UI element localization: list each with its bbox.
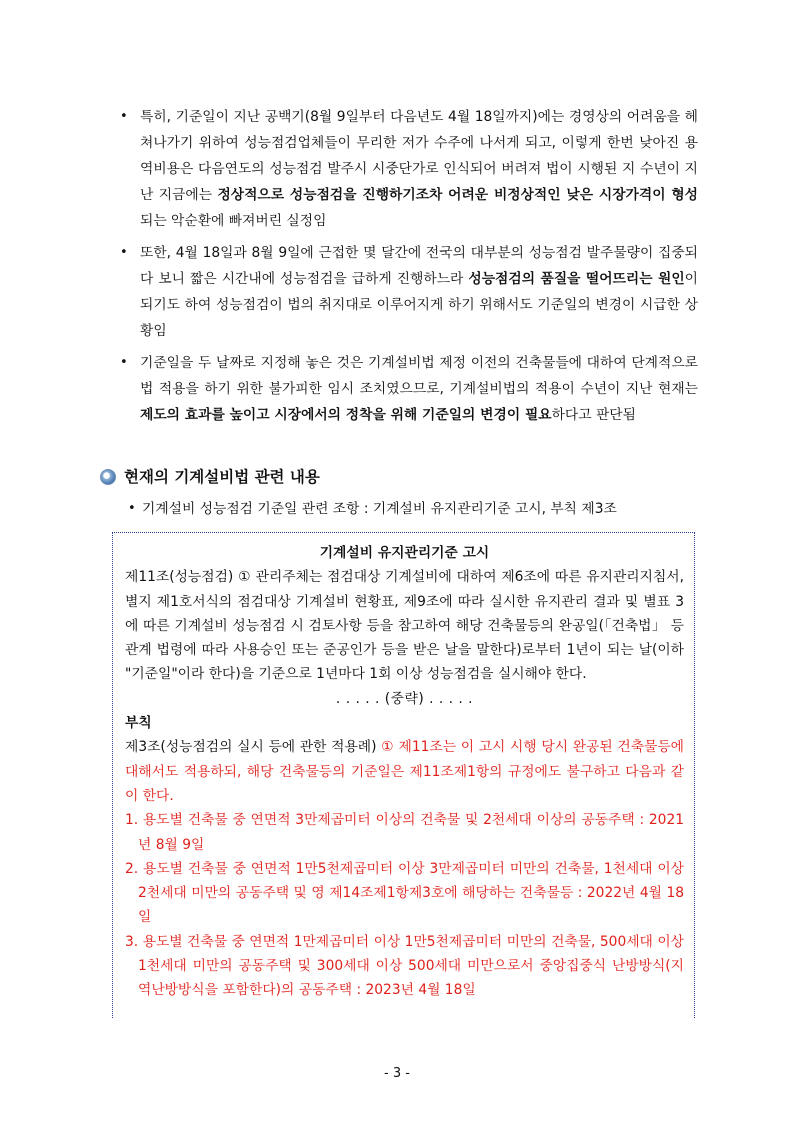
- bullet-text: 이 되기도 하여 성능점검이 법의 취지대로 이루어지게 하기 위해서도 기준일의 변경이 시급한 상황임: [140, 271, 698, 339]
- bullet-emphasis: 제도의 효과를 높이고 시장에서의 정착을 위해 기준일의 변경이 필요: [140, 407, 552, 423]
- bullet-text: 특히, 기준일이 지난 공백기(8월 9일부터 다음년도 4월 18일까지)에는 경영상의 어려움을 헤쳐나가기 위하여 성능점검업체들이 무리한 저가 수주에 나서게 되고, 이렇게 한번 낮아진 용역비용은 다음연도의 성능점검 발주시 시중단가로 인식되어 버려져 법이 시행된 지 수년이 지난 지금에는: [140, 109, 698, 203]
- bullet-text: 또한, 4월 18일과 8월 9일에 근접한 몇 달간에 전국의 대부분의 성능점검 발주물량이 집중되다 보니 짧은 시간내에 성능점검을 급하게 진행하느라: [140, 245, 698, 287]
- regulation-title: 기계설비 유지관리기준 고시: [319, 545, 490, 561]
- omitted-marker: . . . . . (중략) . . . . .: [335, 690, 474, 707]
- sub-bullet: • 기계설비 성능점검 기준일 관련 조항 : 기계설비 유지관리기준 고시, 부칙 제3조: [128, 496, 712, 522]
- appendix-title: 부칙: [125, 715, 152, 732]
- section-title: 현재의 기계설비법 관련 내용: [124, 468, 320, 486]
- criteria-item-1: 1. 용도별 건축물 중 연면적 3만제곱미터 이상의 건축물 및 2천세대 이상의 공동주택 : 2021년 8월 9일: [125, 812, 684, 853]
- bullet-item-3: [118, 350, 698, 428]
- bullet-text: 하다고 판단됨: [551, 407, 636, 423]
- bullet-item-2: [118, 240, 698, 344]
- article-3-highlight: ① 제11조는 이 고시 시행 당시 완공된 건축물등에 대해서도 적용하되, 해당 건축물등의 기준일은 제11조제1항의 규정에도 불구하고 다음과 같이 한다.: [125, 739, 685, 804]
- bullet-item-1: [118, 104, 698, 234]
- blue-orb-bullet-icon: [100, 469, 116, 485]
- criteria-item-3: 3. 용도별 건축물 중 연면적 1만제곱미터 이상 1만5천제곱미터 미만의 건축물, 500세대 이상 1천세대 미만의 공동주택 및 300세대 이상 500세대 미만으로서 중앙집중식 난방방식(지역난방방식을 포함한다)의 공동주택 : 2023년 4월 18일: [125, 933, 684, 999]
- regulation-box: [112, 532, 695, 1018]
- article-3-text: [125, 735, 684, 808]
- bullet-text: 되는 악순환에 빠져버린 실정임: [140, 213, 327, 229]
- section-heading: [100, 464, 700, 490]
- page-number: - 3 -: [384, 1066, 410, 1081]
- bullet-text: 기준일을 두 날짜로 지정해 놓은 것은 기계설비법 제정 이전의 건축물들에 대하여 단계적으로 법 적용을 하기 위한 불가피한 임시 조치였으므로, 기계설비법의 적용이 수년이 지난 현재는: [140, 355, 698, 397]
- bullet-emphasis: 정상적으로 성능점검을 진행하기조차 어려운 비정상적인 낮은 시장가격이 형성: [217, 187, 698, 203]
- article-11-text: 제11조(성능점검) ① 관리주체는 점검대상 기계설비에 대하여 제6조에 따른 유지관리지침서, 별지 제1호서식의 점검대상 기계설비 현황표, 제9조에 따라 실시한 유지관리 결과 및 별표 3에 따른 기계설비 성능점검 시 검토사항 등을 참고하여 해당 건축물등의 완공일(「건축법」 등 관계 법령에 따라 사용승인 또는 준공인가 등을 받은 날을 말한다)로부터 1년이 되는 날(이하 "기준일"이라 한다)을 기준으로 1년마다 1회 이상 성능점검을 실시해야 한다.: [125, 569, 684, 683]
- article-3-prefix: 제3조(성능점검의 실시 등에 관한 적용례): [125, 739, 382, 756]
- bullet-list: [118, 104, 698, 434]
- bullet-emphasis: 성능점검의 품질을 떨어뜨리는 원인: [468, 271, 685, 287]
- criteria-item-2: 2. 용도별 건축물 중 연면적 1만5천제곱미터 이상 3만제곱미터 미만의 건축물, 1천세대 이상 2천세대 미만의 공동주택 및 영 제14조제1항제3호에 해당하는 건축물등 : 2022년 4월 18일: [125, 860, 684, 926]
